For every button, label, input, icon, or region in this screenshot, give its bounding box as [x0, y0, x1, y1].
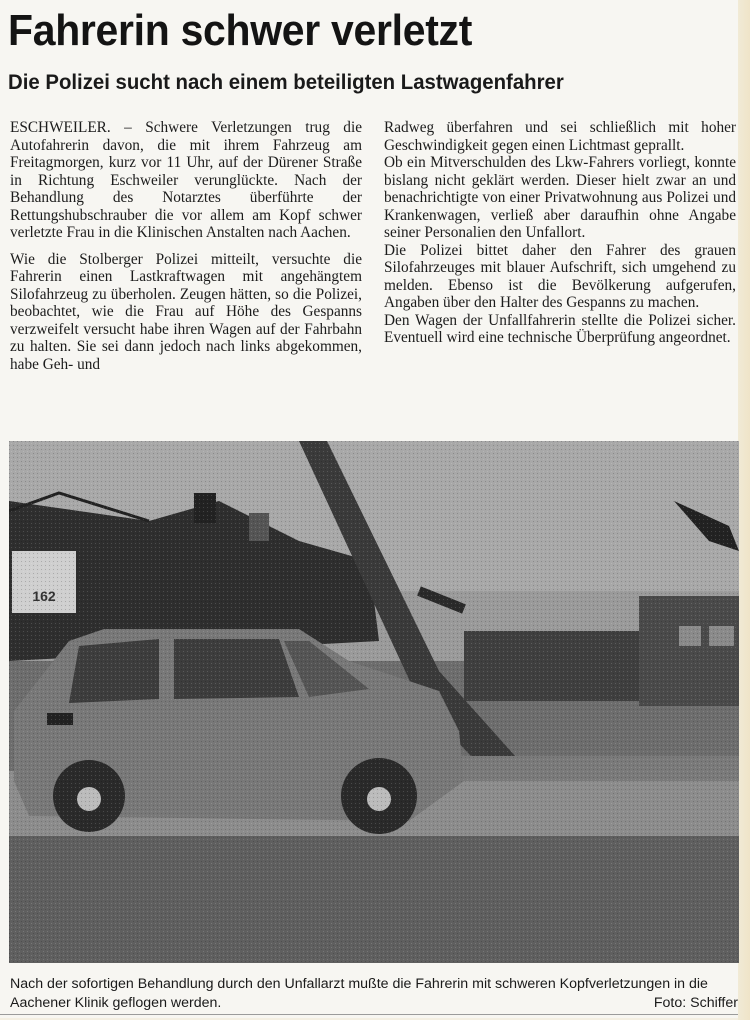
photo-credit: Foto: Schiffer	[653, 995, 738, 1011]
photo-caption	[10, 975, 738, 1013]
subheadline: Die Polizei sucht nach einem beteiligten Lastwagenfahrer	[8, 71, 564, 94]
article-column-left	[10, 119, 362, 373]
paragraph: Den Wagen der Unfallfahrerin stellte die Polizei sicher. Eventuell wird eine technische Überprüfung angeordnet.	[384, 311, 736, 346]
caption-text: Nach der sofortigen Behandlung durch den Unfallarzt mußte die Fahrerin mit schweren Kopfverletzungen in die Aachener Klinik geflogen werden.	[10, 976, 708, 1011]
article-column-right	[384, 119, 736, 347]
paragraph: ESCHWEILER. – Schwere Verletzungen trug die Autofahrerin davon, die mit ihrem Fahrzeug am Freitagmorgen, kurz vor 11 Uhr, auf der Dürener Straße in Richtung Eschweiler verunglückte. Nach der Behandlung des Notarztes überführte der Rettungshubschrauber die vor allem am Kopf schwer verletzte Frau in die Klinischen Anstalten nach Aachen.	[10, 119, 362, 241]
paragraph: Die Polizei bittet daher den Fahrer des grauen Silofahrzeuges mit blauer Aufschrift, sich umgehend zu melden. Ebenso ist die Bevölkerung aufgerufen, Angaben über den Halter des Gespanns zu machen.	[384, 241, 736, 311]
paragraph: Ob ein Mitverschulden des Lkw-Fahrers vorliegt, konnte bislang nicht geklärt werden. Dieser hielt zwar an und benachrichtigte von einer Privatwohnung aus Polizei und Krankenwagen, verließ aber daraufhin ohne Angabe seiner Personalien den Unfallort.	[384, 154, 736, 241]
accident-photo	[9, 441, 739, 963]
paragraph: Wie die Stolberger Polizei mitteilt, versuchte die Fahrerin einen Lastkraftwagen mit angehängtem Silofahrzeug zu überholen. Zeugen hätten, so die Polizei, beobachtet, wie die Frau auf Höhe des Gespanns verzweifelt versucht habe ihren Wagen auf der Fahrbahn zu halten. Sie sei dann jedoch nach links abgekommen, habe Geh- und	[10, 250, 362, 373]
photo-illustration	[9, 441, 739, 963]
headline: Fahrerin schwer verletzt	[8, 6, 473, 55]
clipping-edge	[0, 1014, 738, 1015]
paragraph: Radweg überfahren und sei schließlich mit hoher Geschwindigkeit gegen einen Lichtmast geprallt.	[384, 119, 736, 154]
paper-edge	[738, 0, 750, 1020]
